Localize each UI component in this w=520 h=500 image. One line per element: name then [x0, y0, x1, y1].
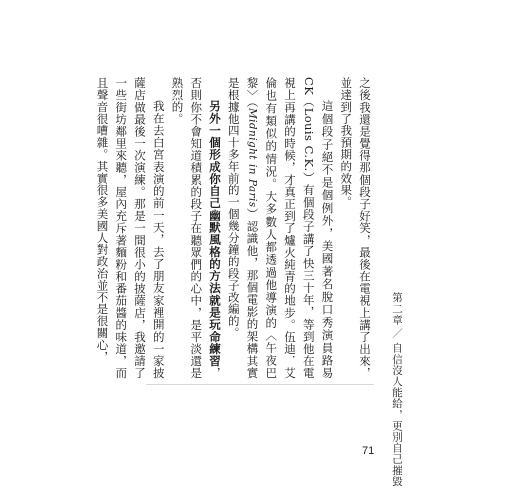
- chapter-title: 自信沒人能給，更別自己摧毀: [391, 342, 403, 487]
- divider: [146, 384, 374, 385]
- running-head: [390, 292, 405, 487]
- film-title-english: Midnight in Paris: [246, 108, 259, 208]
- chapter-label: 第二章: [391, 292, 403, 326]
- paragraph-3: [168, 77, 224, 379]
- running-head-separator: ／: [391, 328, 403, 340]
- paragraph-4-text: 我在去白宮表演的前一天，去了朋友家裡開的一家披薩店做最後一次演練。那是一間很小的披薩店，我邀請了一些街坊鄰里來聽，屋內充斥著麵粉和番茄醬的味道，而且聲音很嘈雜。其實很多美國人對政治並不是很關心，: [95, 77, 166, 379]
- paragraph-3-bold: 另外一個形成你自己幽默風格的方法就是玩命練習: [208, 100, 222, 368]
- paragraph-1: [337, 77, 375, 379]
- paragraph-3-text: ，否則你不會知道積累的段子在聽眾們的心中，是平淡還是熟烈的。: [170, 77, 222, 379]
- paragraph-2: [224, 77, 337, 379]
- body-text: [95, 77, 374, 379]
- paragraph-4: [93, 77, 168, 379]
- paragraph-1-text: 之後我還是覺得那個段子好笑，最後在電視上講了出來，並達到了我預期的效果。: [339, 77, 372, 379]
- paragraph-2-text-a: 這個段子絕不是個例外，美國著名脫口秀演員路易CK（Louis C.K.）有個段子講了快三十年，等到他在電視上再講的時候，才真正到了爐火純青的地步。伍迪．艾倫也有類似的情況。大多數人都透過他導演的〈午夜巴黎〉（: [245, 77, 335, 379]
- paragraph-2-text-b: ）認識他，那個電影的架構其實是根據他四十多年前的一個幾分鐘的段子改編的。: [226, 77, 260, 379]
- page-number: 71: [362, 445, 375, 457]
